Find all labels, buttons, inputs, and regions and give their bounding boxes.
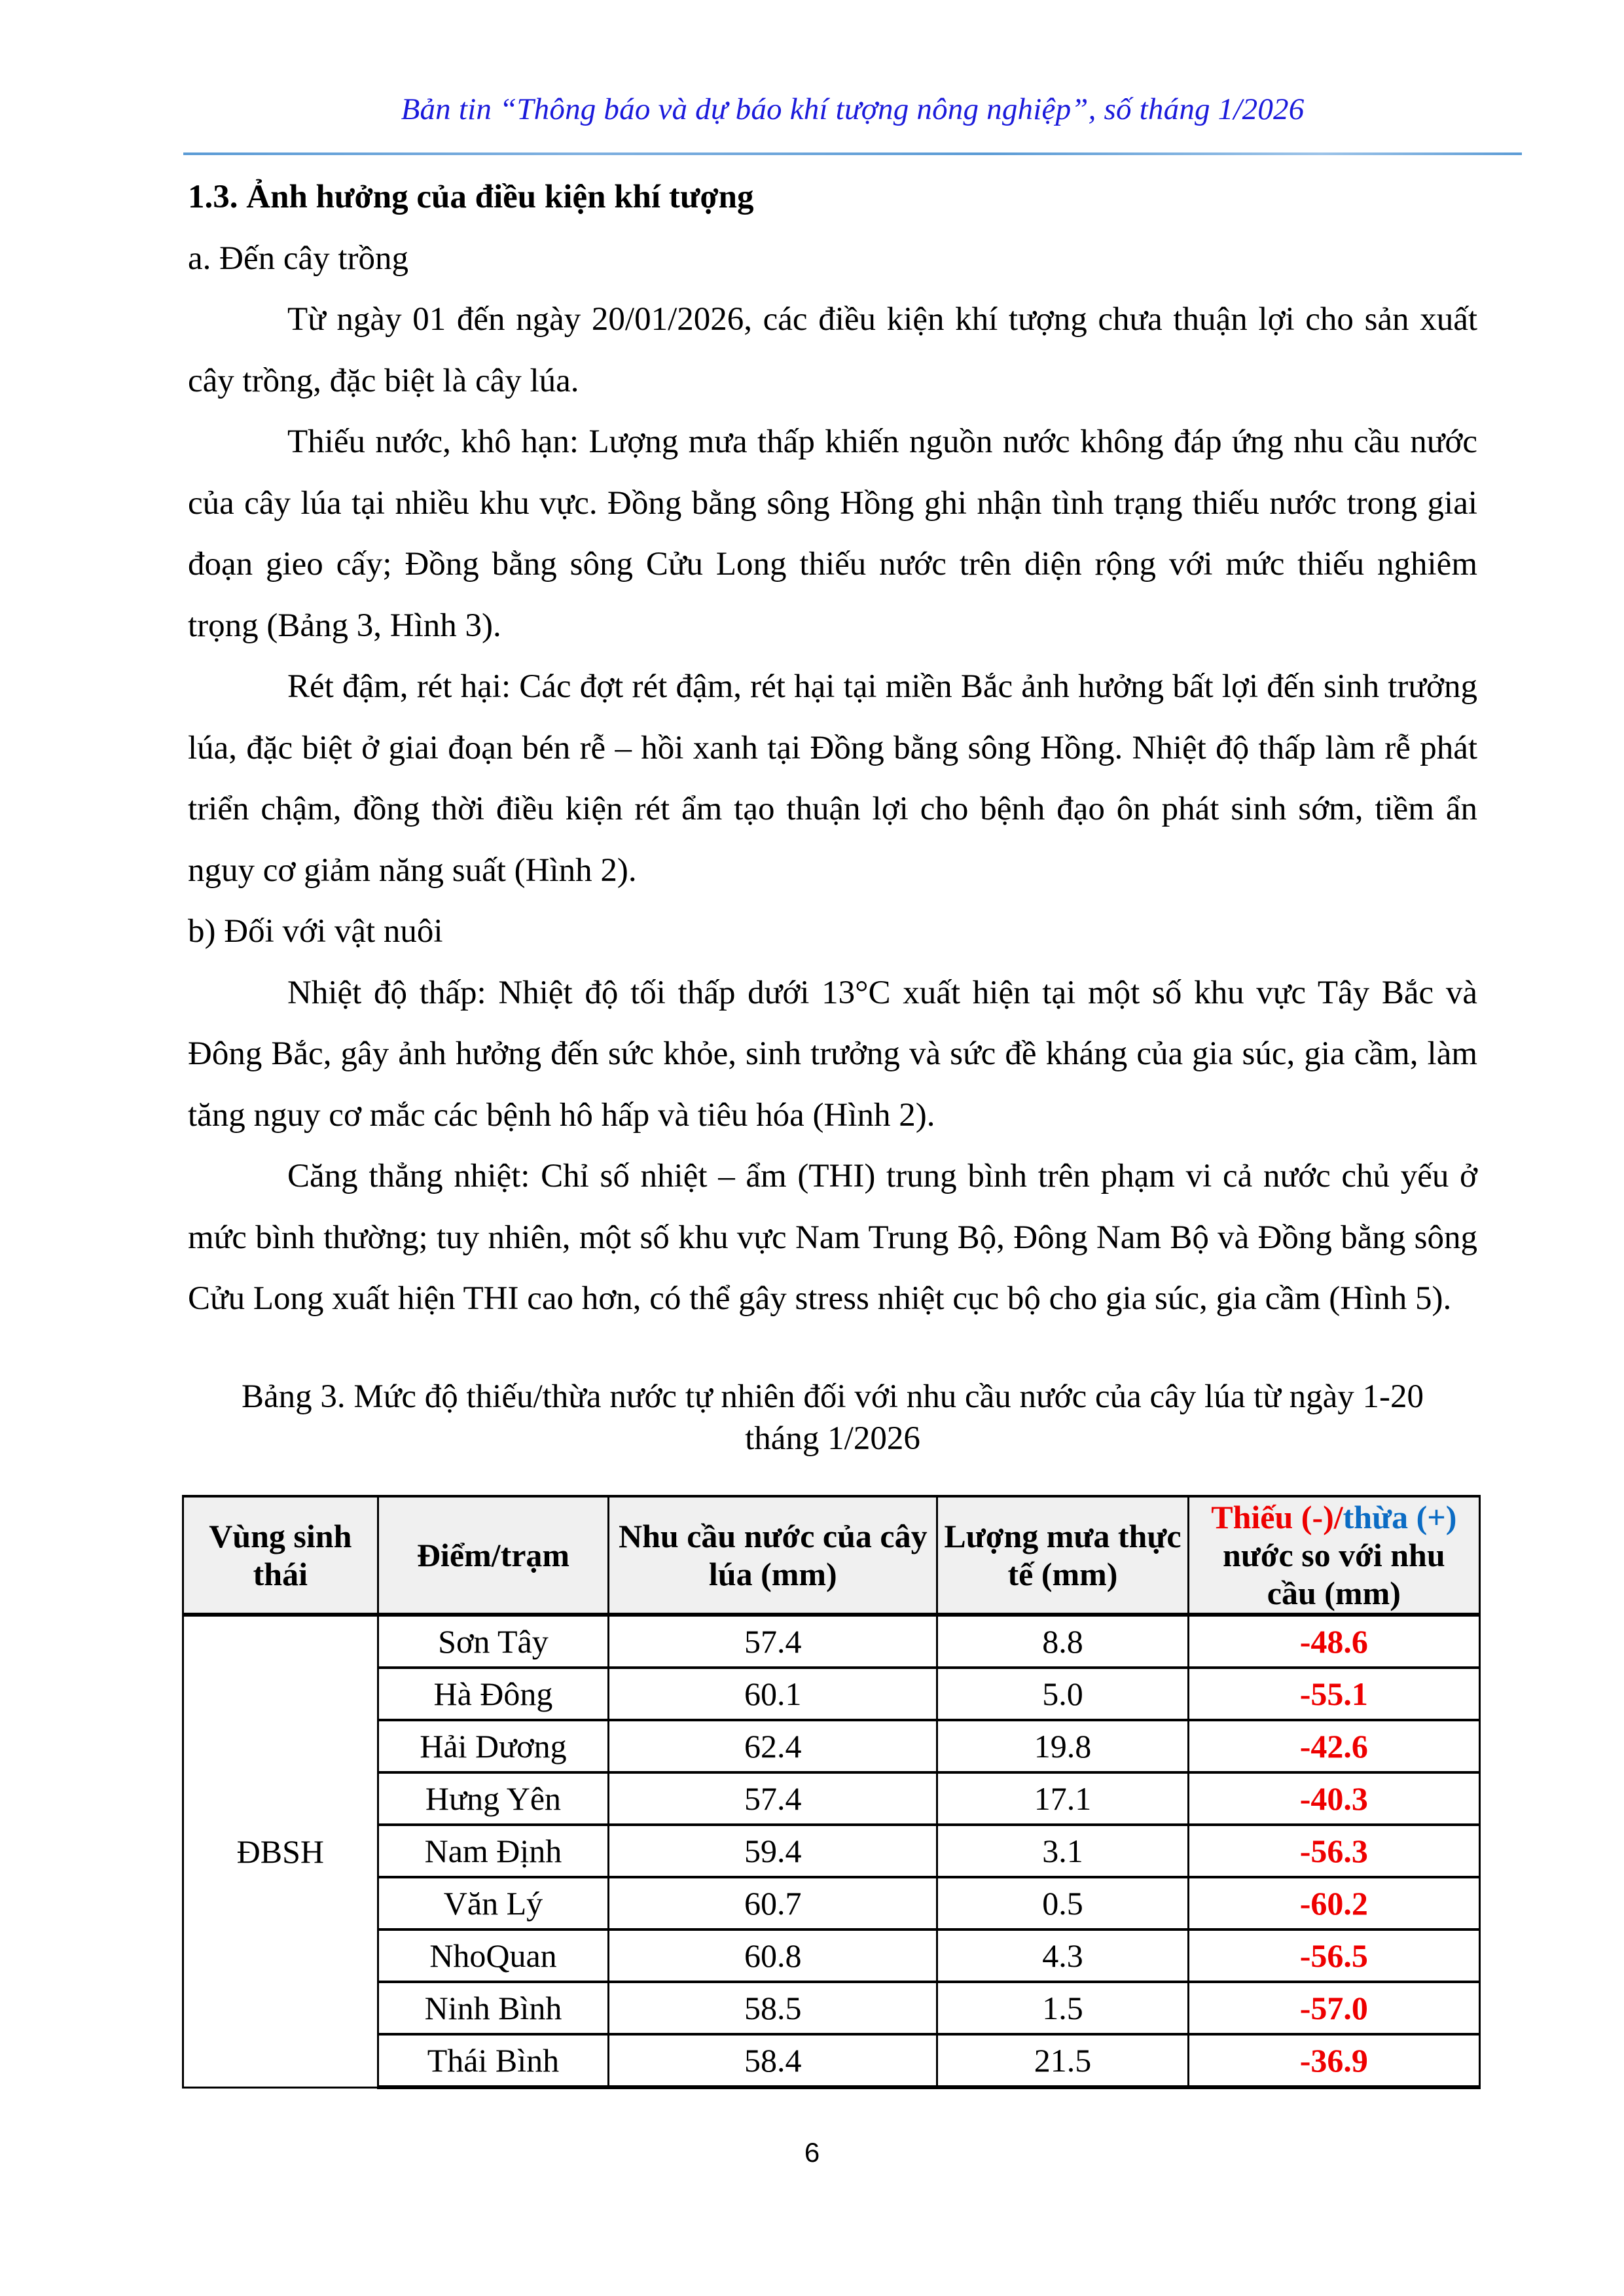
- table-caption: [188, 1376, 1477, 1460]
- table-body: [183, 1615, 1480, 2087]
- region-cell: ĐBSH: [183, 1615, 378, 2087]
- bulletin-header-title: Bản tin “Thông báo và dự báo khí tượng nông nghiệp”, số tháng 1/2026: [401, 92, 1305, 126]
- rainfall-cell: 19.8: [937, 1720, 1188, 1772]
- rainfall-cell: 0.5: [937, 1877, 1188, 1929]
- station-cell: Văn Lý: [378, 1877, 609, 1929]
- water-demand-cell: 60.7: [609, 1877, 937, 1929]
- station-cell: Hưng Yên: [378, 1772, 609, 1825]
- header-region: Vùng sinh thái: [183, 1496, 378, 1615]
- page-number: 6: [804, 2137, 820, 2168]
- station-cell: NhoQuan: [378, 1929, 609, 1982]
- water-demand-cell: 57.4: [609, 1615, 937, 1668]
- rainfall-cell: 21.5: [937, 2034, 1188, 2087]
- table-row: [183, 1720, 1480, 1772]
- water-demand-cell: 58.4: [609, 2034, 937, 2087]
- water-balance-cell: -56.3: [1188, 1825, 1479, 1877]
- station-cell: Hà Đông: [378, 1668, 609, 1720]
- header-surplus-word: thừa: [1343, 1499, 1409, 1535]
- paragraph-water-shortage: Thiếu nước, khô hạn: Lượng mưa thấp khiến nguồn nước không đáp ứng nhu cầu nước của cây lúa tại nhiều khu vực. Đồng bằng sông Hồng ghi nhận tình trạng thiếu nước trong giai đoạn gieo cấy; Đồng bằng sông Cửu Long thiếu nước trên diện rộng với mức thiếu nghiêm trọng (Bảng 3, Hình 3).: [188, 423, 1477, 644]
- table-row: [183, 1772, 1480, 1825]
- water-demand-cell: 59.4: [609, 1825, 937, 1877]
- header-deficit-label: Thiếu (-): [1211, 1499, 1334, 1535]
- rainfall-cell: 5.0: [937, 1668, 1188, 1720]
- water-demand-cell: 60.1: [609, 1668, 937, 1720]
- table-row: [183, 1877, 1480, 1929]
- water-demand-cell: 62.4: [609, 1720, 937, 1772]
- water-demand-cell: 58.5: [609, 1982, 937, 2034]
- water-balance-cell: -60.2: [1188, 1877, 1479, 1929]
- water-balance-cell: -36.9: [1188, 2034, 1479, 2087]
- header-actual-rainfall: Lượng mưa thực tế (mm): [937, 1496, 1188, 1615]
- table-row: [183, 1982, 1480, 2034]
- station-cell: Nam Định: [378, 1825, 609, 1877]
- rainfall-cell: 1.5: [937, 1982, 1188, 2034]
- water-demand-cell: 57.4: [609, 1772, 937, 1825]
- water-balance-cell: -40.3: [1188, 1772, 1479, 1825]
- header-water-demand: Nhu cầu nước của cây lúa (mm): [609, 1496, 937, 1615]
- water-balance-table: [182, 1495, 1481, 2089]
- subsection-heading-crops: a. Đến cây trồng: [188, 240, 409, 277]
- section-title: 1.3. Ảnh hưởng của điều kiện khí tượng: [188, 179, 754, 215]
- station-cell: Thái Bình: [378, 2034, 609, 2087]
- paragraph-heat-stress: Căng thẳng nhiệt: Chỉ số nhiệt – ẩm (THI) trung bình trên phạm vi cả nước chủ yếu ở mức bình thường; tuy nhiên, một số khu vực Nam Trung Bộ, Đông Nam Bộ và Đồng bằng sông Cửu Long xuất hiện THI cao hơn, có thể gây stress nhiệt cục bộ cho gia súc, gia cầm (Hình 5).: [188, 1158, 1477, 1317]
- table-caption-line-1: Bảng 3. Mức độ thiếu/thừa nước tự nhiên đối với nhu cầu nước của cây lúa từ ngày 1-20: [241, 1378, 1424, 1415]
- subsection-heading-livestock: b) Đối với vật nuôi: [188, 913, 443, 950]
- table-row: [183, 2034, 1480, 2087]
- water-balance-cell: -42.6: [1188, 1720, 1479, 1772]
- water-demand-cell: 60.8: [609, 1929, 937, 1982]
- rainfall-cell: 3.1: [937, 1825, 1188, 1877]
- header-divider: [183, 152, 1522, 155]
- header-station: Điểm/trạm: [378, 1496, 609, 1615]
- rainfall-cell: 8.8: [937, 1615, 1188, 1668]
- header-water-balance: [1188, 1496, 1479, 1615]
- station-cell: Hải Dương: [378, 1720, 609, 1772]
- table-caption-line-2: tháng 1/2026: [745, 1420, 920, 1457]
- table-row: [183, 1615, 1480, 1668]
- station-cell: Ninh Bình: [378, 1982, 609, 2034]
- table-header-row: [183, 1496, 1480, 1615]
- paragraph-low-temperature: Nhiệt độ thấp: Nhiệt độ tối thấp dưới 13°C xuất hiện tại một số khu vực Tây Bắc và Đông Bắc, gây ảnh hưởng đến sức khỏe, sinh trưởng và sức đề kháng của gia súc, gia cầm, làm tăng nguy cơ mắc các bệnh hô hấp và tiêu hóa (Hình 2).: [188, 974, 1477, 1134]
- header-balance-rest: nước so với nhu cầu (mm): [1223, 1537, 1445, 1611]
- rainfall-cell: 17.1: [937, 1772, 1188, 1825]
- table-row: [183, 1929, 1480, 1982]
- table-row: [183, 1825, 1480, 1877]
- header-surplus-sign: (+): [1416, 1499, 1457, 1535]
- water-balance-cell: -57.0: [1188, 1982, 1479, 2034]
- water-balance-cell: -55.1: [1188, 1668, 1479, 1720]
- water-balance-cell: -48.6: [1188, 1615, 1479, 1668]
- station-cell: Sơn Tây: [378, 1615, 609, 1668]
- paragraph-crops-intro: Từ ngày 01 đến ngày 20/01/2026, các điều kiện khí tượng chưa thuận lợi cho sản xuất cây trồng, đặc biệt là cây lúa.: [188, 301, 1477, 399]
- section-body: [188, 167, 1477, 1330]
- header-slash: /: [1333, 1499, 1343, 1535]
- water-balance-cell: -56.5: [1188, 1929, 1479, 1982]
- paragraph-cold-damage: Rét đậm, rét hại: Các đợt rét đậm, rét hại tại miền Bắc ảnh hưởng bất lợi đến sinh trưởng lúa, đặc biệt ở giai đoạn bén rễ – hồi xanh tại Đồng bằng sông Hồng. Nhiệt độ thấp làm rễ phát triển chậm, đồng thời điều kiện rét ẩm tạo thuận lợi cho bệnh đạo ôn phát sinh sớm, tiềm ẩn nguy cơ giảm năng suất (Hình 2).: [188, 668, 1477, 889]
- rainfall-cell: 4.3: [937, 1929, 1188, 1982]
- table-row: [183, 1668, 1480, 1720]
